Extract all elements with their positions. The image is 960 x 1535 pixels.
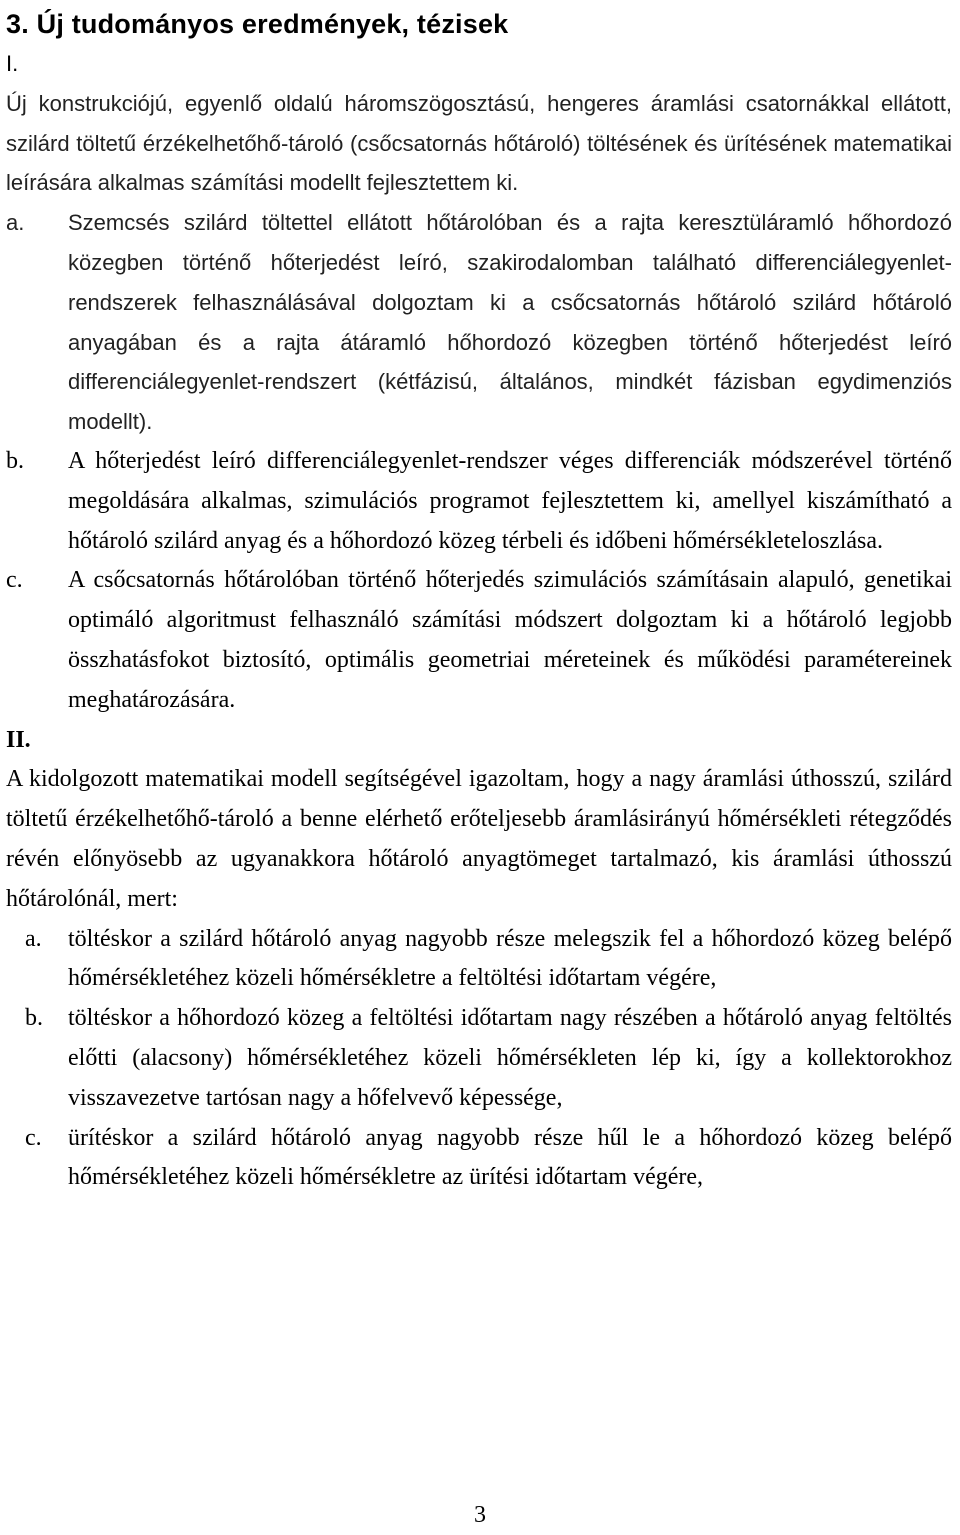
item-text: A hőterjedést leíró differenciálegyenlet-rendszer véges differenciák módszerével történő megoldására alkalmas, szimulációs programot fejlesztettem ki, amellyel kiszámítható a hőtároló szilárd anyag és a hőhordozó közeg térbeli és időbeni hőmérsékleteloszlása.	[68, 447, 952, 554]
thesis-1-intro: Új konstrukciójú, egyenlő oldalú háromszögosztású, hengeres áramlási csatornákkal ellátott, szilárd töltetű érzékelhetőhő-tároló (csőcsatornás hőtároló) töltésének és ürítésének matematikai leírására alkalmas számítási modellt fejlesztettem ki.	[6, 90, 952, 196]
section-heading: 3. Új tudományos eredmények, tézisek	[6, 9, 509, 39]
thesis-2-intro: A kidolgozott matematikai modell segítségével igazoltam, hogy a nagy áramlási úthosszú, szilárd töltetű érzékelhetőhő-tároló a benne elérhető erőteljesebb áramlásirányú hőmérsékleti rétegződés révén előnyösebb az ugyanakkora hőtároló anyagtömeget tartalmazó, kis áramlási úthosszú hőtárolónál, mert:	[6, 766, 952, 912]
thesis-2-item-a	[6, 920, 952, 1000]
thesis-2-item-c	[6, 1119, 952, 1199]
document-body	[6, 44, 952, 1198]
item-marker: a.	[25, 925, 42, 952]
item-text: A csőcsatornás hőtárolóban történő hőterjedés szimulációs számításain alapuló, genetikai optimáló algoritmust felhasználó számítási módszert dolgoztam ki a hőtároló legjobb összhatásfokot biztosító, optimális geometriai méreteinek és működési paramétereinek meghatározására.	[68, 567, 952, 713]
item-marker: a.	[6, 210, 25, 236]
item-marker: b.	[6, 447, 24, 474]
thesis-1-item-c	[6, 561, 952, 720]
thesis-numeral-1: I.	[6, 51, 19, 76]
item-text: ürítéskor a szilárd hőtároló anyag nagyobb része hűl le a hőhordozó közeg belépő hőmérsékletéhez közeli hőmérsékletre az ürítési időtartam végére,	[68, 1124, 952, 1191]
item-text: töltéskor a hőhordozó közeg a feltöltési időtartam nagy részében a hőtároló anyag feltöltés előtti (alacsony) hőmérsékletéhez közeli hőmérsékleten lép ki, így a kollektorokhoz visszavezetve tartósan nagy a hőfelvevő képessége,	[68, 1005, 952, 1111]
item-marker: c.	[6, 567, 23, 594]
item-text: Szemcsés szilárd töltettel ellátott hőtárolóban és a rajta keresztüláramló hőhordozó közegben történő hőterjedést leíró, szakirodalomban található differenciálegyenlet-rendszerek felhasználásával dolgoztam ki a csőcsatornás hőtároló szilárd hőtároló anyagában és a rajta átáramló hőhordozó közegben történő hőterjedést leíró differenciálegyenlet-rendszert (kétfázisú, általános, mindkét fázisban egydimenziós modellt).	[68, 210, 952, 435]
document-page	[6, 4, 952, 1198]
thesis-2-item-b	[6, 999, 952, 1118]
thesis-numeral-2: II.	[6, 726, 31, 753]
thesis-1-list	[6, 203, 952, 720]
thesis-1-item-a	[6, 203, 952, 442]
thesis-1-item-b	[6, 442, 952, 561]
item-text: töltéskor a szilárd hőtároló anyag nagyobb része melegszik fel a hőhordozó közeg belépő hőmérsékletéhez közeli hőmérsékletre a feltöltési időtartam végére,	[68, 925, 952, 992]
page-number: 3	[474, 1502, 486, 1528]
item-marker: c.	[25, 1124, 42, 1151]
thesis-2-list	[6, 920, 952, 1199]
item-marker: b.	[25, 1005, 43, 1032]
